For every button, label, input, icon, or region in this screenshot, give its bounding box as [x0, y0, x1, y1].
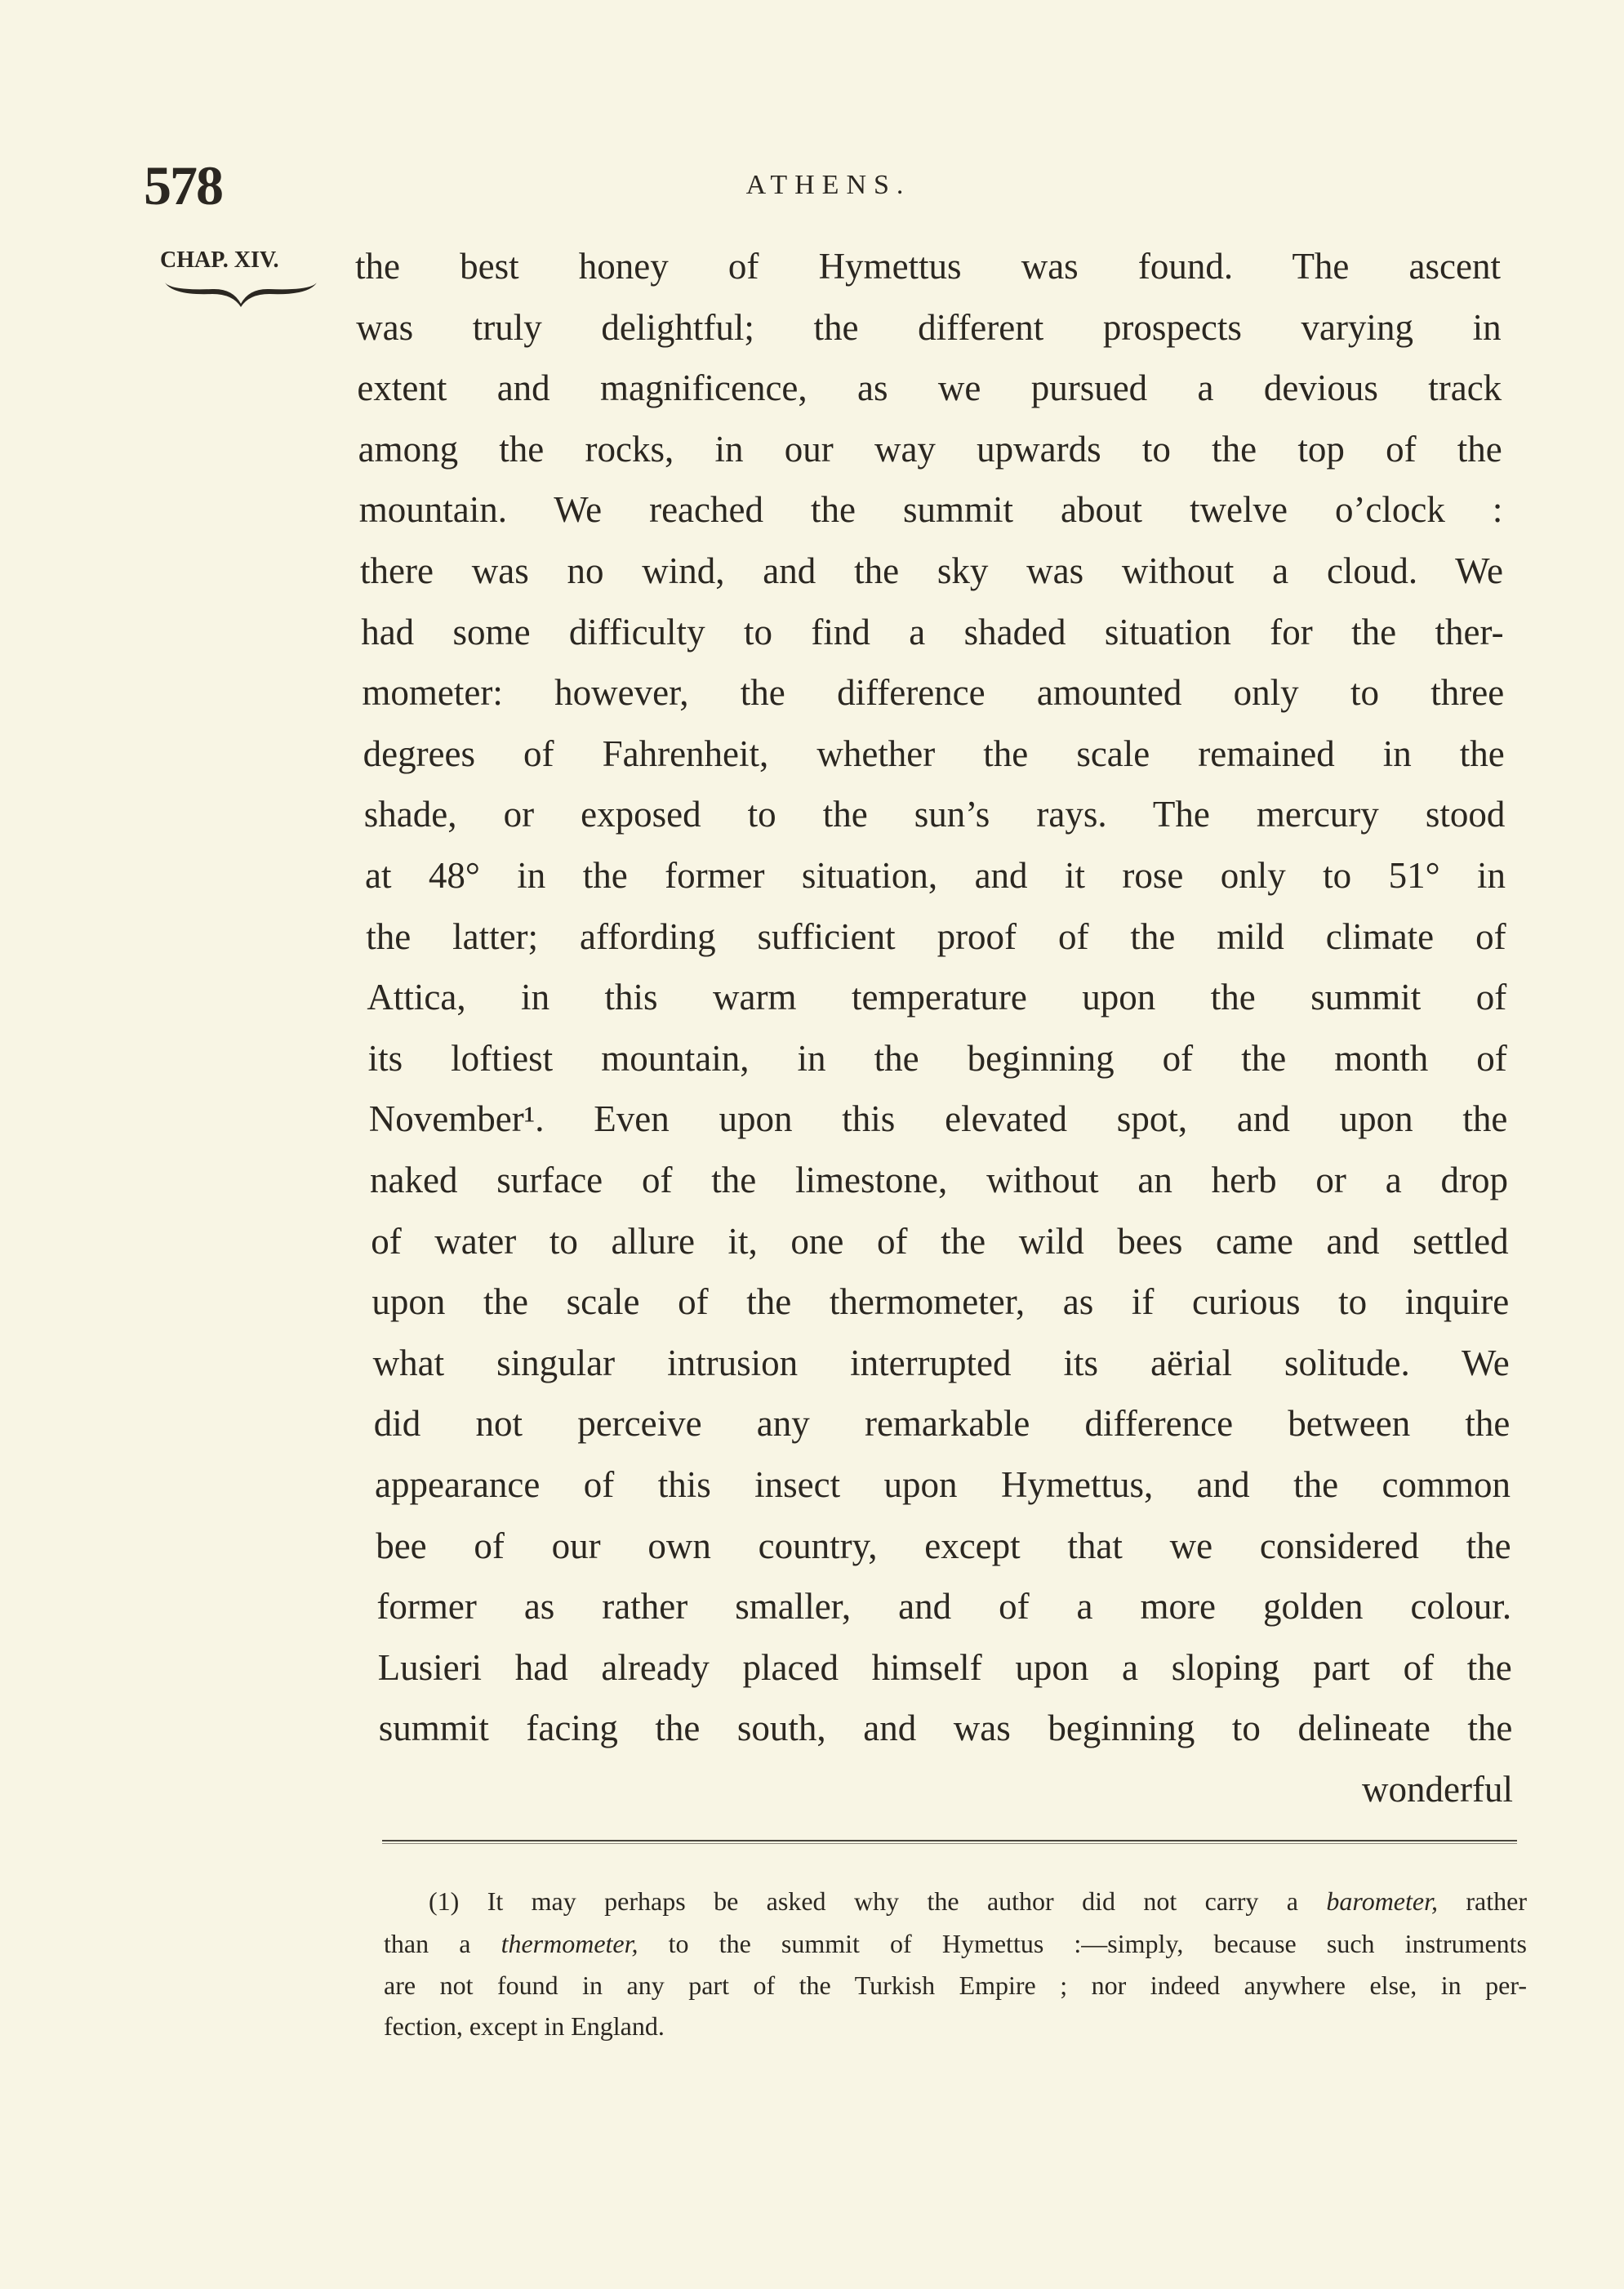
brace-ornament-icon — [163, 279, 318, 309]
body-line: appearance of this insect upon Hymettus, and the common — [375, 1464, 1511, 1505]
body-line: at 48° in the former situation, and it rose only to 51° in — [365, 855, 1506, 896]
footnote-line: are not found in any part of the Turkish Empire ; nor indeed anywhere else, in per- — [384, 1971, 1527, 2000]
body-line: bee of our own country, except that we considered the — [376, 1525, 1511, 1566]
body-line: wonderful — [1362, 1769, 1513, 1810]
body-line: the latter; affording sufficient proof of the mild climate of — [366, 915, 1506, 957]
body-line: extent and magnificence, as we pursued a devious track — [357, 367, 1502, 409]
footnote-line — [384, 1927, 1527, 1960]
body-line: November¹. Even upon this elevated spot, and upon the — [368, 1098, 1508, 1140]
body-line: Attica, in this warm temperature upon the summit of — [367, 977, 1507, 1018]
page-number: 578 — [144, 154, 222, 216]
body-line: there was no wind, and the sky was without a cloud. We — [360, 550, 1503, 591]
chapter-margin-note: CHAP. XIV. — [160, 247, 279, 273]
footnote-italic: thermometer, — [501, 1929, 638, 1958]
body-line: what singular intrusion interrupted its aërial solitude. We — [372, 1342, 1510, 1383]
footnote-line: fection, except in England. — [384, 2011, 665, 2041]
running-title: ATHENS. — [745, 170, 911, 200]
body-line: shade, or exposed to the sun’s rays. The mercury stood — [363, 794, 1506, 835]
footnote-text: rather — [1438, 1886, 1528, 1916]
body-line: mountain. We reached the summit about twelve o’clock : — [358, 489, 1503, 531]
body-line: its loftiest mountain, in the beginning of the month of — [367, 1037, 1507, 1079]
footnote-italic: barometer, — [1326, 1886, 1438, 1916]
body-line: mometer: however, the difference amounted only to three — [362, 672, 1505, 714]
footnote-text: to the summit of Hymettus :—simply, because such instruments — [638, 1929, 1528, 1958]
footnote-divider — [382, 1840, 1517, 1844]
footnote-text: than a — [384, 1929, 501, 1958]
body-line: the best honey of Hymettus was found. The ascent — [355, 246, 1501, 287]
body-line: former as rather smaller, and of a more golden colour. — [376, 1586, 1512, 1628]
body-line: summit facing the south, and was beginning to delineate the — [378, 1708, 1513, 1749]
body-line: among the rocks, in our way upwards to the top of the — [358, 428, 1502, 470]
footnote-line — [429, 1885, 1527, 1917]
body-line: had some difficulty to find a shaded situation for the ther- — [361, 611, 1504, 652]
body-line: upon the scale of the thermometer, as if curious to inquire — [372, 1281, 1510, 1323]
body-line: did not perceive any remarkable difference between the — [373, 1403, 1511, 1445]
body-line: degrees of Fahrenheit, whether the scale remained in the — [363, 733, 1505, 774]
body-line: of water to allure it, one of the wild bees came and settled — [371, 1220, 1509, 1262]
body-line: was truly delightful; the different prospects varying in — [356, 306, 1502, 348]
footnote-text: (1) It may perhaps be asked why the author did not carry a — [429, 1886, 1327, 1916]
body-line: Lusieri had already placed himself upon a sloping part of the — [377, 1646, 1512, 1688]
body-line: naked surface of the limestone, without an herb or a drop — [370, 1160, 1508, 1200]
